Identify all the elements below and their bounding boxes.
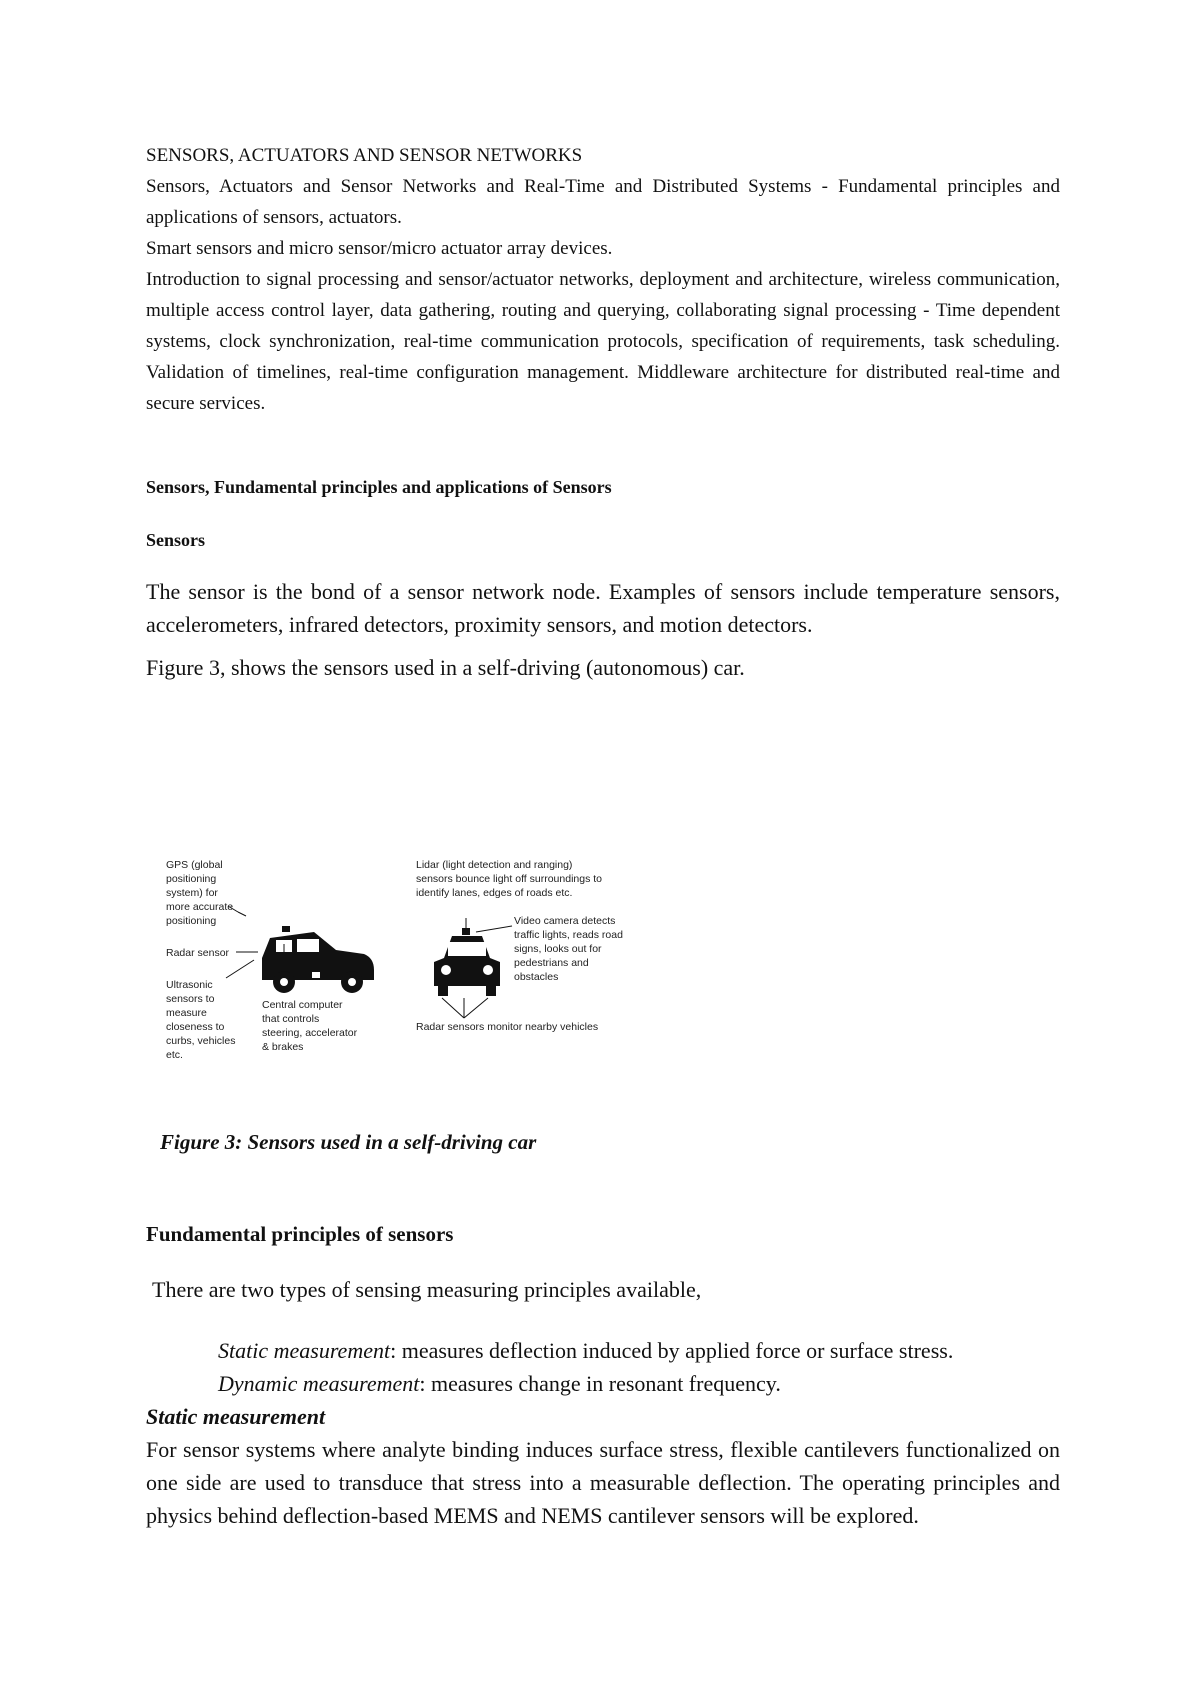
car-side-icon xyxy=(262,926,374,993)
dynamic-term: Dynamic measurement xyxy=(218,1371,420,1396)
label-lidar: Lidar (light detection and ranging) sensors bounce light off surroundings to identify lanes, edges of roads etc. xyxy=(416,859,603,899)
intro-paragraph-1: Sensors, Actuators and Sensor Networks and Real-Time and Distributed Systems - Fundamental principles and applications of sensors, actuators. xyxy=(146,176,1060,228)
section-heading-sensors-principles: Sensors, Fundamental principles and applications of Sensors xyxy=(146,477,612,497)
label-video-camera: Video camera detects traffic lights, reads road signs, looks out for pedestrians and obstacles xyxy=(514,915,623,983)
static-measurement-item xyxy=(146,1334,1060,1367)
subheading-sensors: Sensors xyxy=(146,530,206,550)
static-term: Static measurement xyxy=(218,1338,391,1363)
document-page xyxy=(146,140,1060,684)
static-measurement-heading: Static measurement xyxy=(146,1404,326,1429)
sensors-paragraph-2: Figure 3, shows the sensors used in a self-driving (autonomous) car. xyxy=(146,655,745,680)
label-central-computer: Central computer that controls steering, accelerator & brakes xyxy=(262,999,358,1053)
intro-paragraph-2: Smart sensors and micro sensor/micro actuator array devices. xyxy=(146,238,613,259)
label-gps: GPS (global positioning system) for more accurate positioning xyxy=(166,859,234,927)
intro-paragraph-3: Introduction to signal processing and sensor/actuator networks, deployment and architecture, wireless communication, multiple access control layer, data gathering, routing and querying, collaborating signal processing - Time dependent systems, clock synchronization, real-time communication protocols, specification of requirements, task scheduling. Validation of timelines, real-time configuration management. Middleware architecture for distributed real-time and secure services. xyxy=(146,269,1060,414)
car-front-icon xyxy=(434,928,500,996)
label-radar-monitor: Radar sensors monitor nearby vehicles xyxy=(416,1021,599,1033)
static-desc: : measures deflection induced by applied force or surface stress. xyxy=(390,1338,954,1363)
sensors-paragraph-1: The sensor is the bond of a sensor network node. Examples of sensors include temperature sensors, accelerometers, infrared detectors, proximity sensors, and motion detectors. xyxy=(146,579,1060,637)
static-measurement-paragraph: For sensor systems where analyte binding induces surface stress, flexible cantilevers functionalized on one side are used to transduce that stress into a measurable deflection. The operating principles and physics behind deflection-based MEMS and NEMS cantilever sensors will be explored. xyxy=(146,1437,1060,1528)
principles-intro: There are two types of sensing measuring principles available, xyxy=(152,1277,702,1302)
dynamic-measurement-item xyxy=(146,1367,1060,1400)
self-driving-car-figure xyxy=(166,858,706,1096)
doc-title: SENSORS, ACTUATORS AND SENSOR NETWORKS xyxy=(146,145,583,166)
dynamic-desc: : measures change in resonant frequency. xyxy=(419,1371,781,1396)
section-fundamental-principles xyxy=(146,1222,1060,1532)
label-radar-sensor: Radar sensor xyxy=(166,947,230,959)
section-heading-fundamental: Fundamental principles of sensors xyxy=(146,1222,454,1246)
figure-caption: Figure 3: Sensors used in a self-driving car xyxy=(160,1130,537,1154)
label-ultrasonic: Ultrasonic sensors to measure closeness to curbs, vehicles etc. xyxy=(166,979,236,1061)
